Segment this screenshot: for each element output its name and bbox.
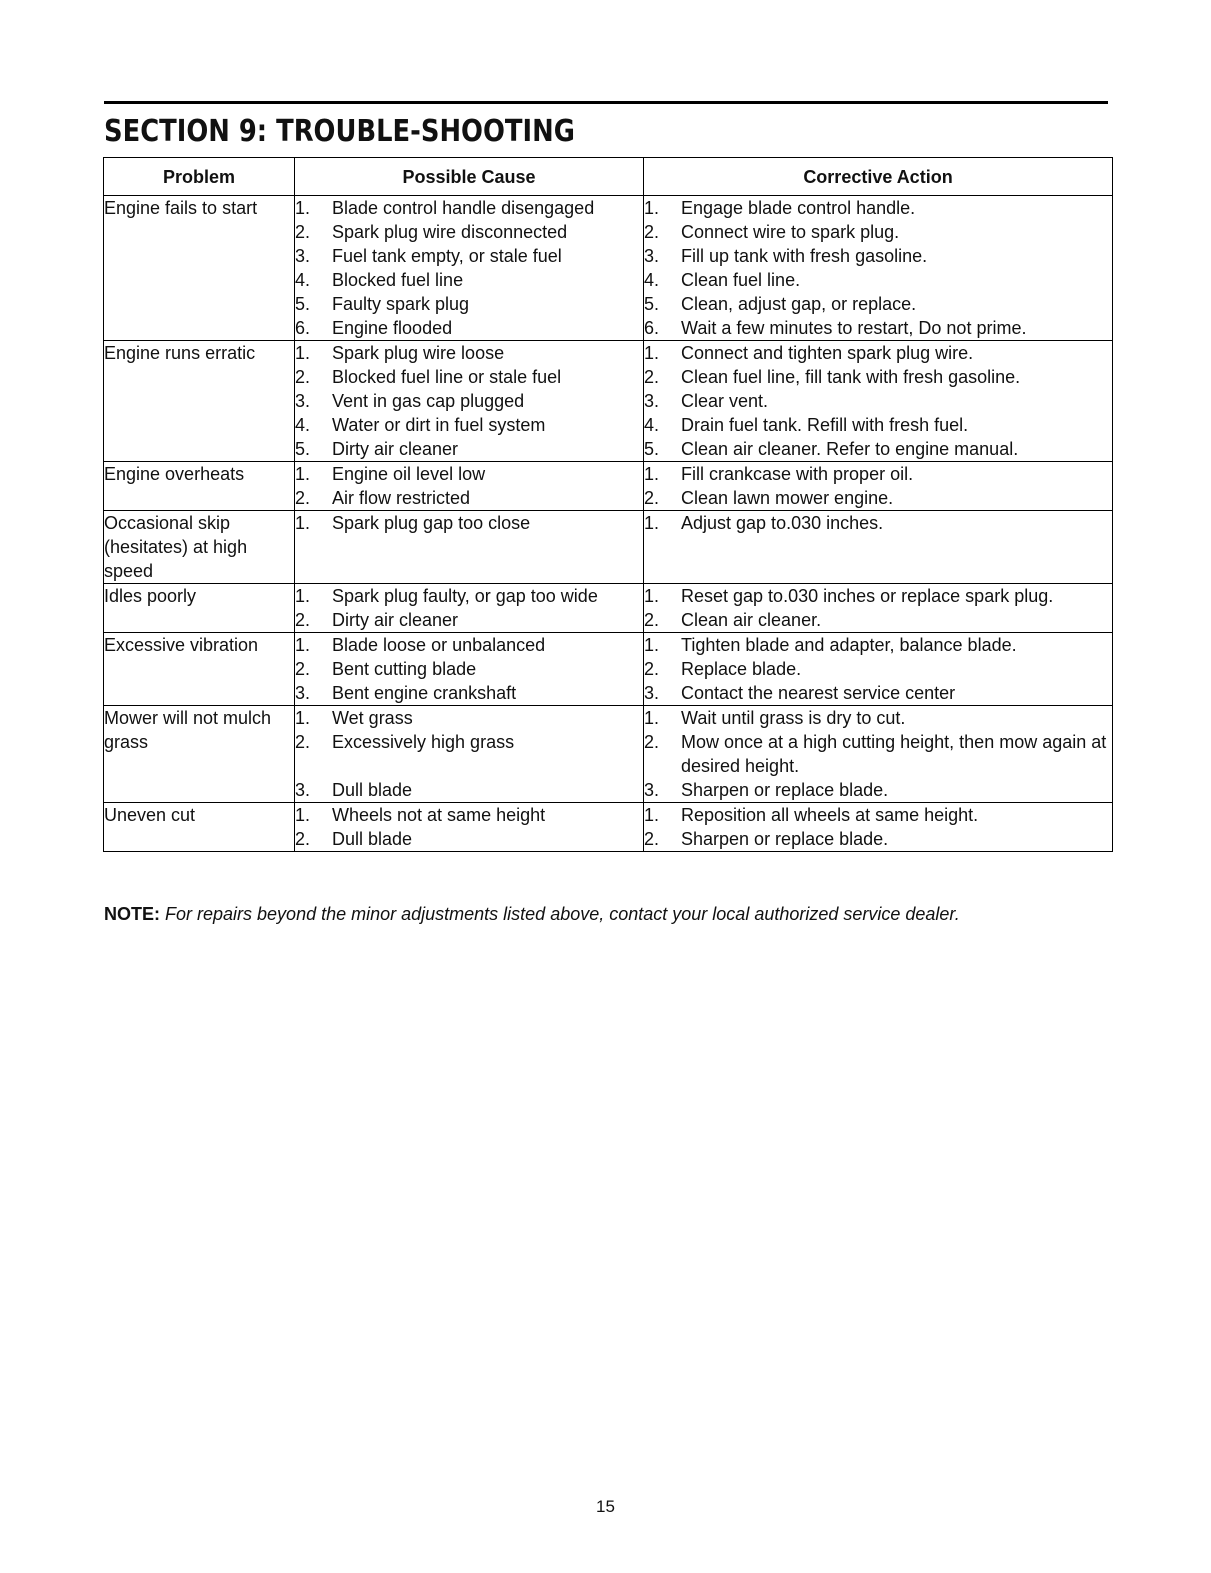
cause-item: 2. Excessively high grass — [295, 732, 515, 752]
problem-cell: Engine fails to start — [104, 196, 295, 341]
header-possible-cause: Possible Cause — [295, 158, 644, 196]
table-row — [104, 511, 1113, 584]
note-label: NOTE: — [104, 904, 160, 924]
action-item: 4. Drain fuel tank. Refill with fresh fuel. — [644, 415, 969, 435]
problem-cell: Mower will not mulch grass — [104, 706, 295, 803]
cause-item: 1. Spark plug wire loose — [295, 343, 505, 363]
note-text: For repairs beyond the minor adjustments listed above, contact your local authorized service dealer. — [165, 904, 960, 924]
cause-cell — [295, 196, 644, 341]
table-row — [104, 803, 1113, 852]
cause-cell — [295, 633, 644, 706]
cause-item: 4. Water or dirt in fuel system — [295, 415, 546, 435]
action-item: 2. Mow once at a high cutting height, then mow again at desired height. — [644, 732, 1107, 776]
cause-item: 3. Bent engine crankshaft — [295, 683, 517, 703]
cause-item: 2. Bent cutting blade — [295, 659, 477, 679]
cause-item: 2. Spark plug wire disconnected — [295, 222, 568, 242]
note — [104, 904, 960, 925]
action-item: 5. Clean, adjust gap, or replace. — [644, 294, 917, 314]
action-cell — [644, 462, 1113, 511]
action-item: 3. Clear vent. — [644, 391, 769, 411]
cause-cell — [295, 803, 644, 852]
cause-item: 5. Faulty spark plug — [295, 294, 470, 314]
cause-cell — [295, 584, 644, 633]
cause-item: 1. Wet grass — [295, 708, 413, 728]
action-cell — [644, 584, 1113, 633]
cause-item: 3. Fuel tank empty, or stale fuel — [295, 246, 562, 266]
action-item: 1. Adjust gap to.030 inches. — [644, 513, 884, 533]
table-row — [104, 633, 1113, 706]
table-row — [104, 462, 1113, 511]
table-row — [104, 341, 1113, 462]
header-corrective-action: Corrective Action — [644, 158, 1113, 196]
action-item: 1. Reposition all wheels at same height. — [644, 805, 979, 825]
cause-item: 6. Engine flooded — [295, 318, 453, 338]
cause-item: 1. Wheels not at same height — [295, 805, 546, 825]
action-item: 2. Clean fuel line, fill tank with fresh gasoline. — [644, 367, 1021, 387]
cause-item: 2. Dirty air cleaner — [295, 610, 459, 630]
action-item: 2. Clean lawn mower engine. — [644, 488, 894, 508]
section-rule — [104, 101, 1108, 104]
action-item: 4. Clean fuel line. — [644, 270, 801, 290]
action-cell — [644, 706, 1113, 803]
action-item: 1. Connect and tighten spark plug wire. — [644, 343, 974, 363]
action-item: 6. Wait a few minutes to restart, Do not prime. — [644, 318, 1027, 338]
problem-cell: Excessive vibration — [104, 633, 295, 706]
section-title: SECTION 9: TROUBLE-SHOOTING — [104, 114, 575, 149]
cause-item: 1. Engine oil level low — [295, 464, 486, 484]
cause-item: 1. Blade control handle disengaged — [295, 198, 595, 218]
cause-item: 5. Dirty air cleaner — [295, 439, 459, 459]
action-item: 5. Clean air cleaner. Refer to engine manual. — [644, 439, 1019, 459]
problem-cell: Engine runs erratic — [104, 341, 295, 462]
cause-item: 2. Blocked fuel line or stale fuel — [295, 367, 562, 387]
action-cell — [644, 803, 1113, 852]
problem-cell: Occasional skip (hesitates) at high speed — [104, 511, 295, 584]
action-item: 2. Connect wire to spark plug. — [644, 222, 900, 242]
cause-item: 1. Spark plug gap too close — [295, 513, 531, 533]
cause-item: 3. Vent in gas cap plugged — [295, 391, 525, 411]
cause-item: 2. Air flow restricted — [295, 488, 471, 508]
header-problem: Problem — [104, 158, 295, 196]
cause-cell — [295, 462, 644, 511]
cause-item: 2. Dull blade — [295, 829, 413, 849]
troubleshooting-table — [103, 157, 1113, 852]
action-item: 1. Engage blade control handle. — [644, 198, 916, 218]
table-body — [104, 196, 1113, 852]
table-row — [104, 706, 1113, 803]
problem-cell: Idles poorly — [104, 584, 295, 633]
table-row — [104, 196, 1113, 341]
action-item: 3. Contact the nearest service center — [644, 683, 956, 703]
action-item: 2. Replace blade. — [644, 659, 802, 679]
cause-item: 1. Blade loose or unbalanced — [295, 635, 546, 655]
action-item: 2. Clean air cleaner. — [644, 610, 822, 630]
action-cell — [644, 511, 1113, 584]
action-cell — [644, 196, 1113, 341]
action-item: 1. Reset gap to.030 inches or replace spark plug. — [644, 586, 1054, 606]
table-row — [104, 584, 1113, 633]
page-number: 15 — [596, 1497, 615, 1516]
cause-item: 3. Dull blade — [295, 780, 413, 800]
cause-cell — [295, 341, 644, 462]
cause-cell — [295, 706, 644, 803]
action-item: 3. Sharpen or replace blade. — [644, 780, 889, 800]
action-item: 3. Fill up tank with fresh gasoline. — [644, 246, 928, 266]
action-item: 1. Fill crankcase with proper oil. — [644, 464, 914, 484]
cause-item: 1. Spark plug faulty, or gap too wide — [295, 586, 598, 606]
problem-cell: Uneven cut — [104, 803, 295, 852]
action-item: 1. Tighten blade and adapter, balance blade. — [644, 635, 1017, 655]
action-item: 1. Wait until grass is dry to cut. — [644, 708, 906, 728]
table-header-row — [104, 158, 1113, 196]
action-cell — [644, 341, 1113, 462]
action-cell — [644, 633, 1113, 706]
cause-cell — [295, 511, 644, 584]
problem-cell: Engine overheats — [104, 462, 295, 511]
cause-item: 4. Blocked fuel line — [295, 270, 464, 290]
action-item: 2. Sharpen or replace blade. — [644, 829, 889, 849]
